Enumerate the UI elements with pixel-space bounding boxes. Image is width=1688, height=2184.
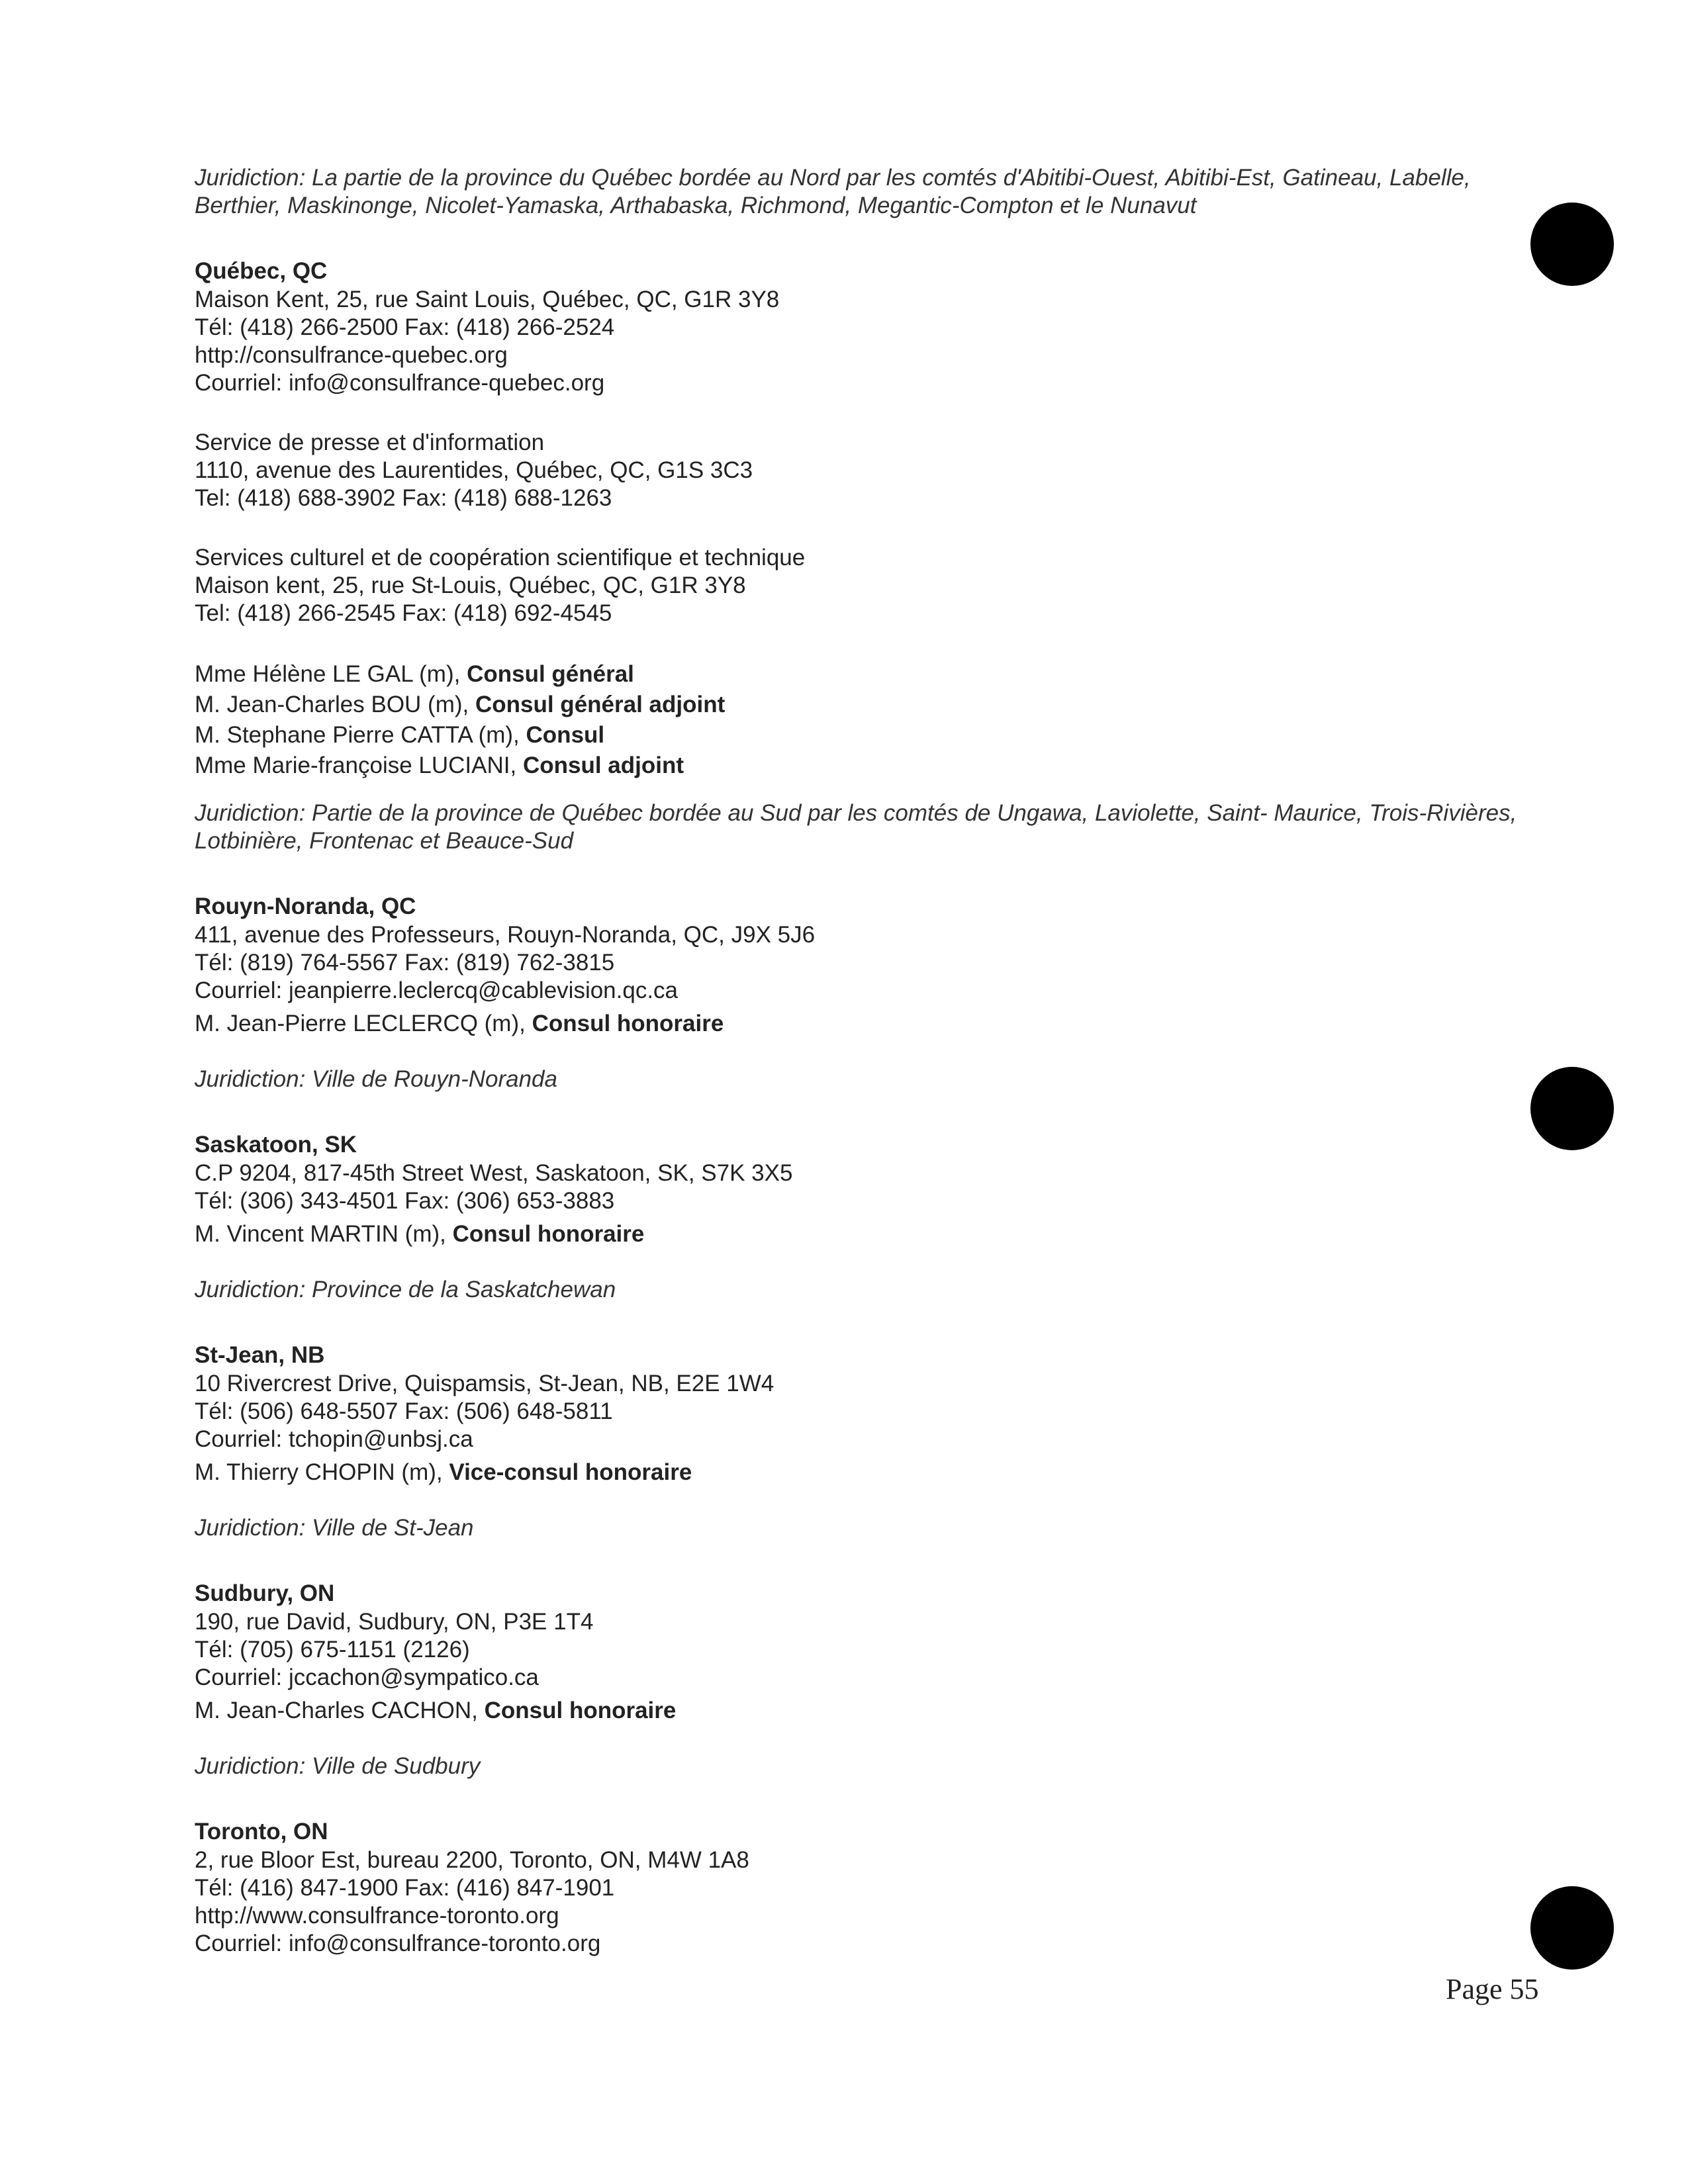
staff-entry: [195, 659, 1525, 690]
punch-hole-top: [1530, 203, 1614, 286]
phone-line: Tel: (418) 266-2545 Fax: (418) 692-4545: [195, 600, 612, 626]
phone-line: Tél: (418) 266-2500 Fax: (418) 266-2524: [195, 314, 615, 340]
staff-title: Consul honoraire: [484, 1698, 677, 1723]
staff-entry: [195, 751, 1525, 781]
website-line: http://www.consulfrance-toronto.org: [195, 1903, 559, 1929]
phone-line: Tél: (705) 675-1151 (2126): [195, 1637, 470, 1662]
phone-line: Tél: (416) 847-1900 Fax: (416) 847-1901: [195, 1875, 615, 1901]
staff-title: Consul honoraire: [532, 1011, 724, 1036]
staff-title: Consul général adjoint: [475, 692, 726, 717]
address-line: 190, rue David, Sudbury, ON, P3E 1T4: [195, 1609, 594, 1635]
email-line: Courriel: tchopin@unbsj.ca: [195, 1426, 473, 1452]
staff-name: Mme Hélène LE GAL (m),: [195, 661, 461, 687]
staff-entry: [195, 690, 1525, 720]
jurisdiction-text: Juridiction: La partie de la province du Québec bordée au Nord par les comtés d'Abitibi-Ouest, Abitibi-Est, Gatineau, Labelle, Berthier, Maskinonge, Nicolet-Yamaska, Arthabaska, Richmond, Megantic-Compton et le Nunavut: [195, 165, 1471, 218]
phone-line: Tél: (306) 343-4501 Fax: (306) 653-3883: [195, 1188, 615, 1214]
staff-name: Mme Marie-françoise LUCIANI,: [195, 752, 517, 778]
punch-hole-middle: [1530, 1067, 1614, 1150]
email-line: Courriel: info@consulfrance-toronto.org: [195, 1931, 601, 1956]
section-heading-saskatoon: Saskatoon, SK: [195, 1132, 357, 1158]
phone-line: Tél: (506) 648-5507 Fax: (506) 648-5811: [195, 1398, 613, 1424]
staff-title: Consul adjoint: [522, 752, 684, 778]
address-line: Maison kent, 25, rue St-Louis, Québec, QC, G1R 3Y8: [195, 572, 746, 598]
jurisdiction-text: Juridiction: Ville de St-Jean: [195, 1515, 474, 1541]
press-service-title: Service de presse et d'information: [195, 430, 545, 455]
page-number: Page 55: [1446, 1973, 1539, 2005]
phone-line: Tel: (418) 688-3902 Fax: (418) 688-1263: [195, 485, 612, 511]
culture-service-title: Services culturel et de coopération scientifique et technique: [195, 545, 806, 570]
staff-entry: [195, 1009, 1525, 1039]
phone-line: Tél: (819) 764-5567 Fax: (819) 762-3815: [195, 950, 615, 976]
staff-title: Consul: [526, 722, 605, 748]
staff-entry: [195, 1457, 1525, 1488]
staff-entry: [195, 720, 1525, 751]
address-line: 2, rue Bloor Est, bureau 2200, Toronto, ON, M4W 1A8: [195, 1847, 749, 1873]
section-heading-st-jean: St-Jean, NB: [195, 1342, 325, 1368]
staff-entry: [195, 1219, 1525, 1250]
staff-entry: [195, 1696, 1525, 1726]
staff-name: M. Jean-Charles BOU (m),: [195, 692, 469, 717]
jurisdiction-text: Juridiction: Ville de Rouyn-Noranda: [195, 1066, 557, 1092]
punch-hole-bottom: [1530, 1886, 1614, 1970]
address-line: C.P 9204, 817-45th Street West, Saskatoon, SK, S7K 3X5: [195, 1160, 793, 1186]
jurisdiction-text: Juridiction: Ville de Sudbury: [195, 1753, 481, 1779]
jurisdiction-text: Juridiction: Province de la Saskatchewan: [195, 1277, 616, 1302]
document-page: [195, 164, 1525, 1958]
website-line: http://consulfrance-quebec.org: [195, 342, 508, 368]
address-line: 1110, avenue des Laurentides, Québec, QC, G1S 3C3: [195, 457, 753, 483]
address-line: 411, avenue des Professeurs, Rouyn-Noranda, QC, J9X 5J6: [195, 922, 816, 948]
section-heading-quebec: Québec, QC: [195, 258, 328, 284]
email-line: Courriel: jccachon@sympatico.ca: [195, 1664, 539, 1690]
email-line: Courriel: jeanpierre.leclercq@cablevision.qc.ca: [195, 978, 679, 1003]
staff-name: M. Jean-Charles CACHON,: [195, 1698, 478, 1723]
address-line: 10 Rivercrest Drive, Quispamsis, St-Jean, NB, E2E 1W4: [195, 1371, 774, 1396]
staff-name: M. Thierry CHOPIN (m),: [195, 1459, 443, 1485]
staff-name: M. Stephane Pierre CATTA (m),: [195, 722, 520, 748]
staff-title: Vice-consul honoraire: [449, 1459, 692, 1485]
staff-title: Consul honoraire: [452, 1221, 645, 1247]
section-heading-toronto: Toronto, ON: [195, 1819, 328, 1844]
address-line: Maison Kent, 25, rue Saint Louis, Québec, QC, G1R 3Y8: [195, 287, 780, 312]
staff-title: Consul général: [467, 661, 634, 687]
email-line: Courriel: info@consulfrance-quebec.org: [195, 370, 605, 396]
section-heading-rouyn-noranda: Rouyn-Noranda, QC: [195, 893, 416, 919]
staff-name: M. Jean-Pierre LECLERCQ (m),: [195, 1011, 526, 1036]
section-heading-sudbury: Sudbury, ON: [195, 1580, 335, 1606]
staff-name: M. Vincent MARTIN (m),: [195, 1221, 446, 1247]
jurisdiction-text: Juridiction: Partie de la province de Québec bordée au Sud par les comtés de Ungawa, Laviolette, Saint- Maurice, Trois-Rivières, Lotbinière, Frontenac et Beauce-Sud: [195, 800, 1517, 854]
